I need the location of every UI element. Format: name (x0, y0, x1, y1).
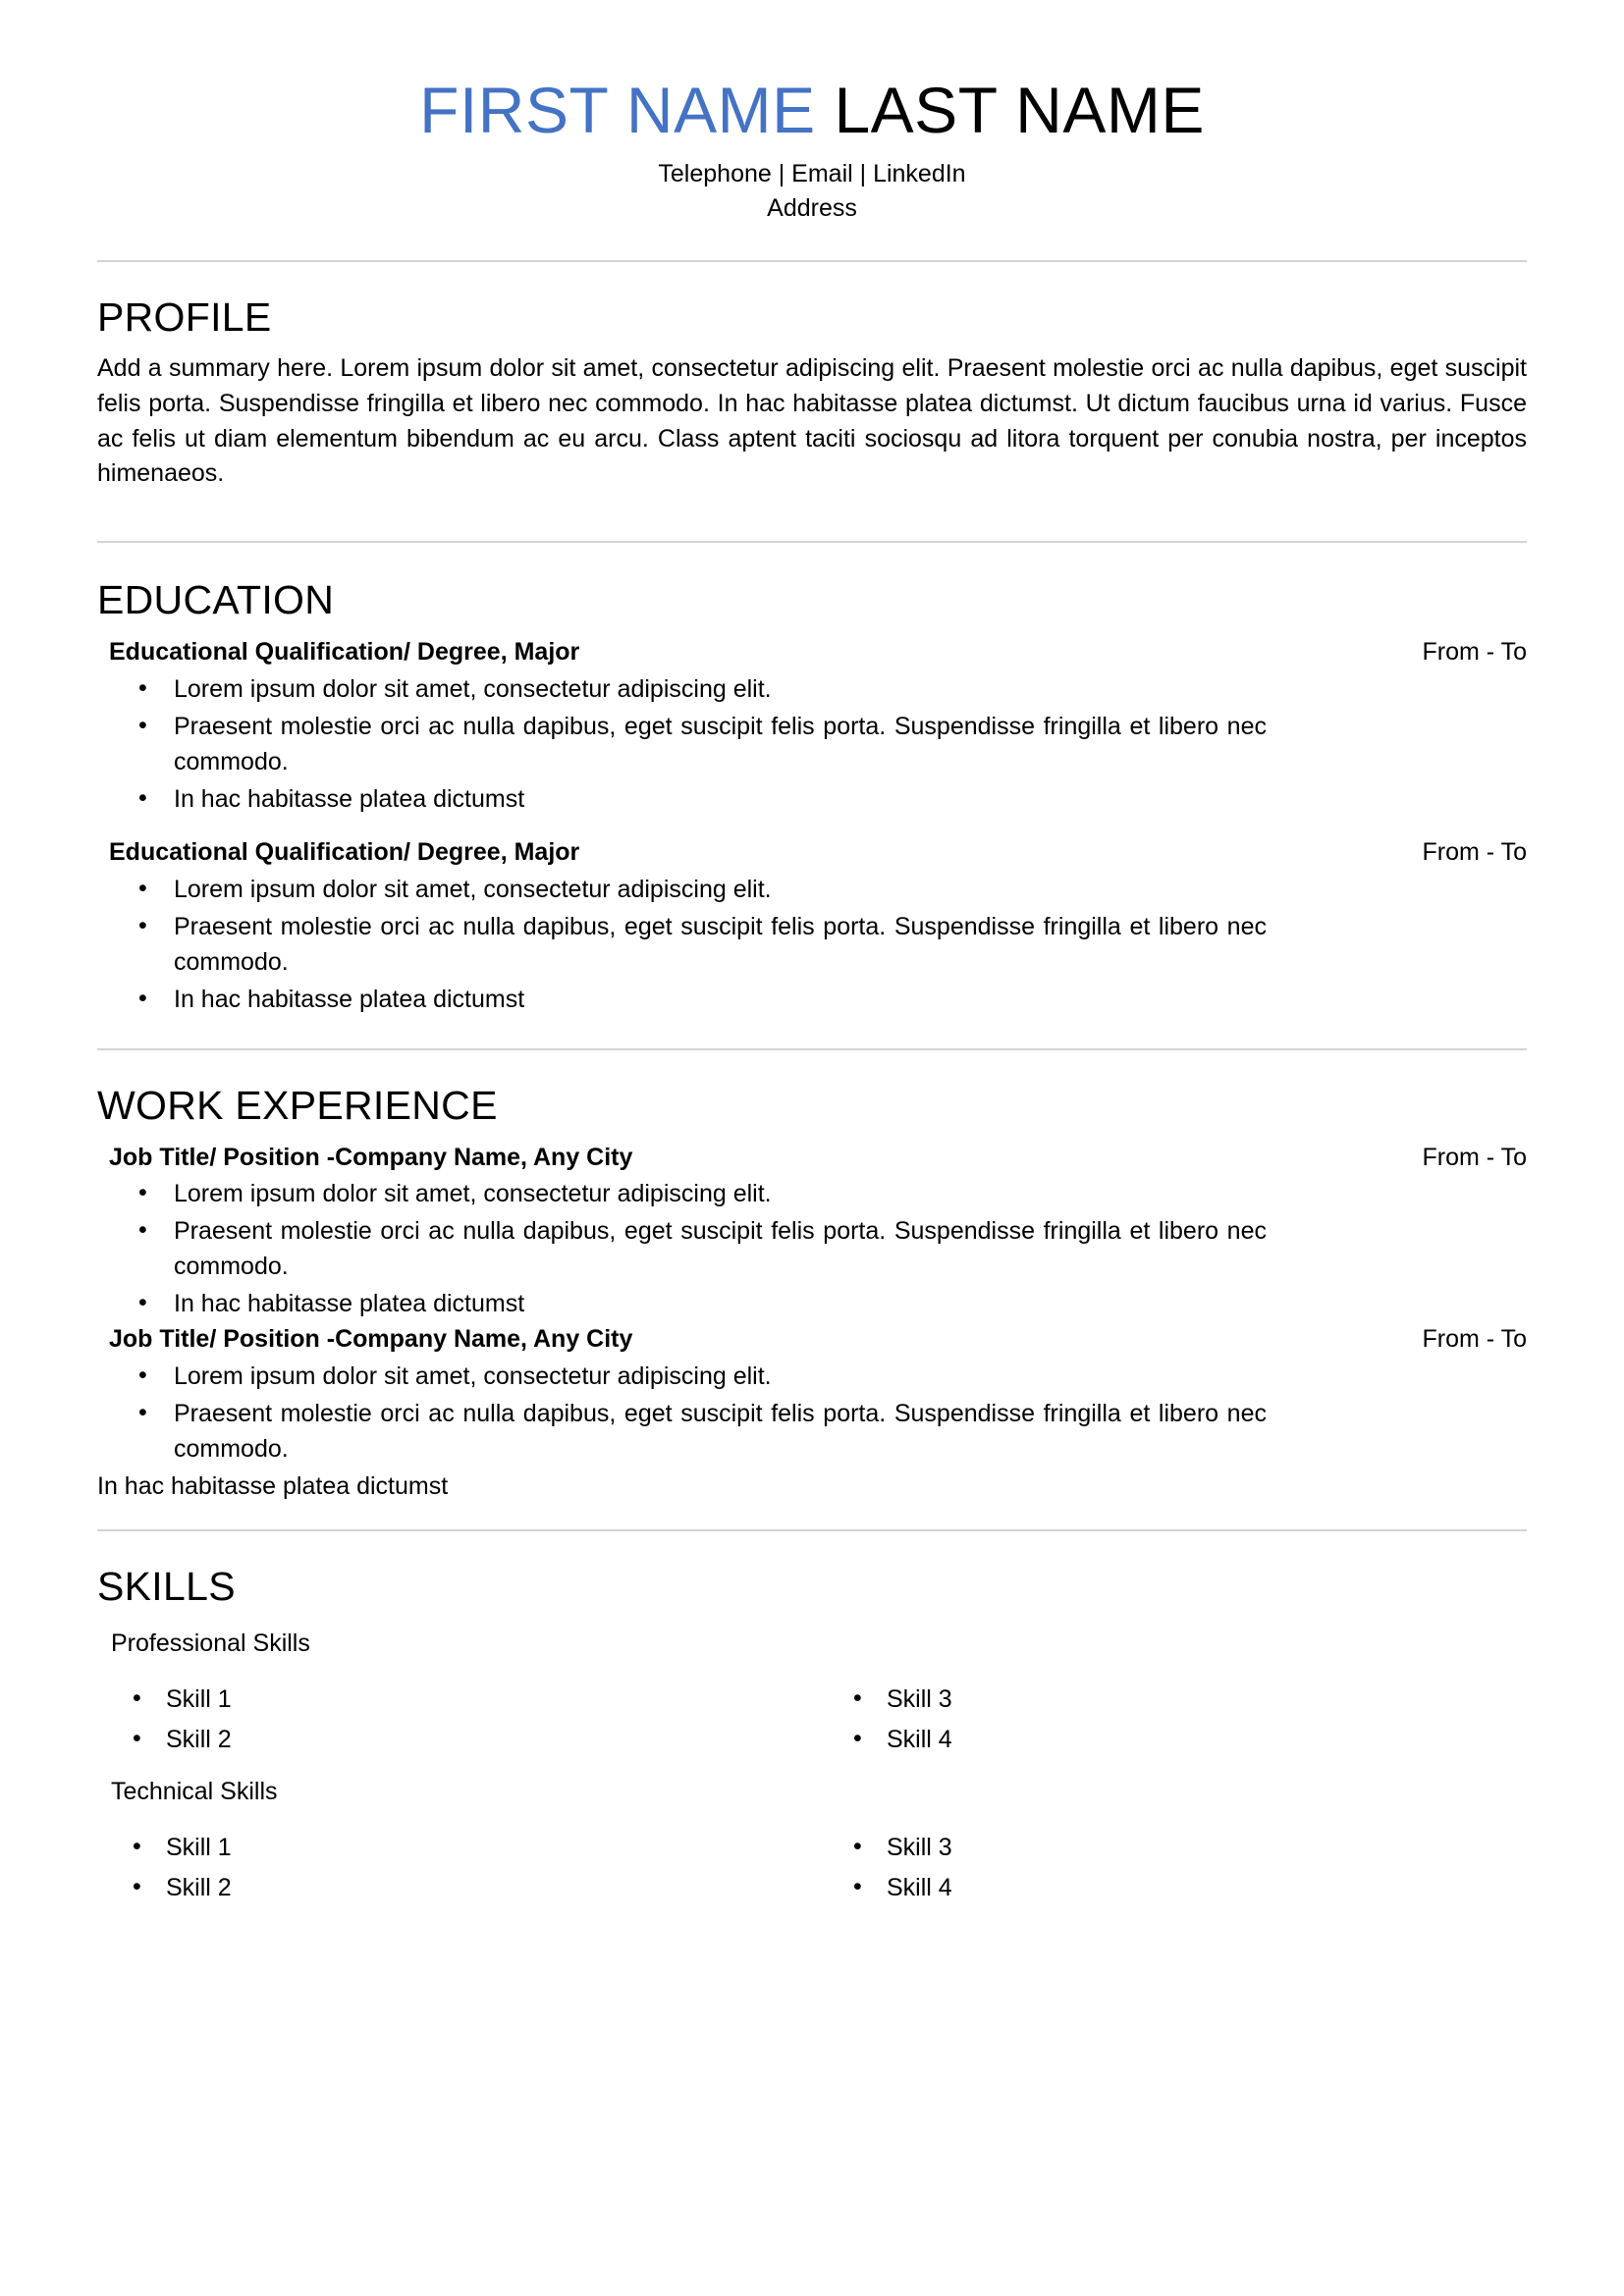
education-entry-dates: From - To (1422, 638, 1527, 667)
profile-heading: PROFILE (97, 294, 272, 340)
work-entry-title: Job Title/ Position -Company Name, Any City (109, 1143, 633, 1171)
profile-summary-text: Add a summary here. Lorem ipsum dolor sit amet, consectetur adipiscing elit. Praesent molestie orci ac nulla dapibus, eget suscipit felis porta. Suspendisse fringilla et libero nec commodo. In hac habitasse platea dictumst. Ut dictum faucibus urna id varius. Fusce ac felis ut diam elementum bibendum ac eu arcu. Class aptent taciti sociosqu ad litora torquent per conubia nostra, per inceptos himenaeos. (97, 354, 1527, 488)
education-entry-dates: From - To (1422, 837, 1527, 866)
list-item: • In hac habitasse platea dictumst (97, 781, 1527, 817)
list-item: • Praesent molestie orci ac nulla dapibus, eget suscipit felis porta. Suspendisse fringilla et libero nec commodo. (97, 709, 1527, 779)
education-entry-title: Educational Qualification/ Degree, Major (109, 638, 580, 667)
education-entry-header (97, 636, 1527, 669)
resume-header (0, 0, 1624, 227)
list-item: • Skill 3 (812, 1682, 1527, 1717)
list-item: • Praesent molestie orci ac nulla dapibus, eget suscipit felis porta. Suspendisse fringilla et libero nec commodo. (97, 909, 1527, 980)
work-entry-dates: From - To (1422, 1325, 1527, 1354)
section-education (0, 543, 1624, 1017)
list-item: • In hac habitasse platea dictumst (97, 982, 1527, 1017)
work-experience-entry (97, 1323, 1527, 1504)
list-item: • Lorem ipsum dolor sit amet, consectetur adipiscing elit. (97, 671, 1527, 707)
section-work-experience (0, 1050, 1624, 1505)
section-skills (0, 1531, 1624, 1905)
work-entry-bullets (97, 1176, 1527, 1321)
skills-grid (97, 1825, 1527, 1905)
work-experience-entry (97, 1142, 1527, 1322)
work-entry-trailing-line: In hac habitasse platea dictumst (97, 1472, 449, 1501)
contact-details-line: Telephone | Email | LinkedIn (658, 159, 966, 187)
last-name-text: LAST NAME (834, 74, 1205, 146)
education-entry-header (97, 836, 1527, 870)
work-entry-bullets (97, 1359, 1527, 1467)
skills-column-left (97, 1825, 812, 1905)
skills-group-professional (97, 1627, 1527, 1757)
skills-column-right (812, 1825, 1527, 1905)
list-item: • Skill 3 (812, 1830, 1527, 1865)
list-item: • Lorem ipsum dolor sit amet, consectetur adipiscing elit. (97, 1359, 1527, 1394)
list-item: • Skill 2 (97, 1870, 812, 1905)
skills-heading: SKILLS (97, 1564, 236, 1610)
education-entry (97, 636, 1527, 817)
skills-column-left (97, 1677, 812, 1757)
list-item: • Lorem ipsum dolor sit amet, consectetur adipiscing elit. (97, 1176, 1527, 1211)
education-entry-bullets (97, 872, 1527, 1017)
education-heading: EDUCATION (97, 577, 335, 623)
skills-grid (97, 1677, 1527, 1757)
first-name-text: FIRST NAME (419, 74, 816, 146)
list-item: • Praesent molestie orci ac nulla dapibus, eget suscipit felis porta. Suspendisse fringilla et libero nec commodo. (97, 1213, 1527, 1284)
list-item: • Skill 4 (812, 1870, 1527, 1905)
candidate-name (0, 74, 1624, 146)
education-entry-bullets (97, 671, 1527, 817)
list-item: • Skill 2 (97, 1722, 812, 1757)
education-entry (97, 836, 1527, 1017)
work-entry-dates: From - To (1422, 1143, 1527, 1171)
list-item: • Skill 4 (812, 1722, 1527, 1757)
skills-column-right (812, 1677, 1527, 1757)
skills-group-label: Professional Skills (111, 1629, 310, 1658)
work-entry-title: Job Title/ Position -Company Name, Any City (109, 1325, 633, 1354)
address-line: Address (767, 194, 857, 223)
skills-group-label: Technical Skills (111, 1778, 278, 1806)
work-entry-header (97, 1142, 1527, 1175)
work-experience-heading: WORK EXPERIENCE (97, 1082, 498, 1128)
education-entry-title: Educational Qualification/ Degree, Major (109, 837, 580, 866)
list-item: • Skill 1 (97, 1682, 812, 1717)
skills-group-technical (97, 1775, 1527, 1905)
list-item: • Praesent molestie orci ac nulla dapibus, eget suscipit felis porta. Suspendisse fringilla et libero nec commodo. (97, 1396, 1527, 1467)
section-profile (0, 262, 1624, 492)
list-item: • In hac habitasse platea dictumst (97, 1286, 1527, 1321)
list-item: • Lorem ipsum dolor sit amet, consectetur adipiscing elit. (97, 872, 1527, 907)
list-item: • Skill 1 (97, 1830, 812, 1865)
work-entry-header (97, 1323, 1527, 1357)
